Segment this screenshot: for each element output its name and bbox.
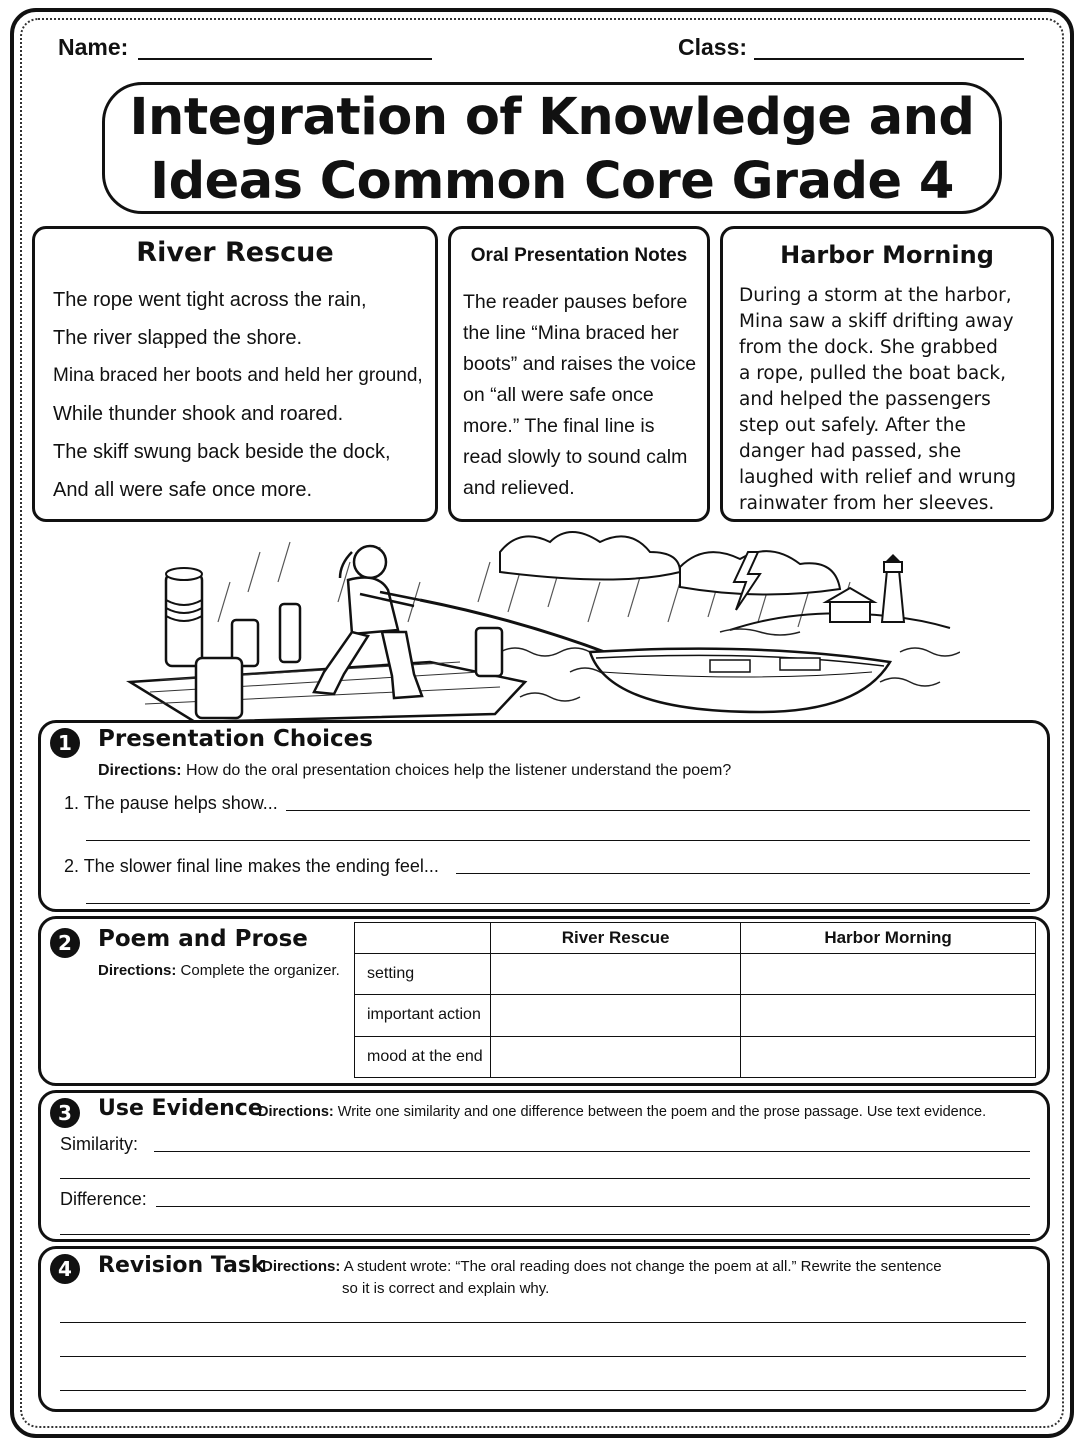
notes-card [448,226,710,522]
answer-line[interactable] [60,1322,1026,1323]
answer-line[interactable] [86,903,1030,904]
section-number-badge: 3 [50,1098,80,1128]
answer-line[interactable] [60,1390,1026,1391]
section-directions: Directions: How do the oral presentation choices help the listener understand the poem? [98,762,732,779]
section-number-badge: 4 [50,1254,80,1284]
answer-line[interactable] [156,1206,1030,1207]
poem-line: While thunder shook and roared. [53,403,344,425]
class-label: Class: [678,34,748,60]
section-title: Poem and Prose [98,926,308,952]
section-title: Presentation Choices [98,726,373,752]
answer-line[interactable] [456,873,1030,874]
comparison-organizer [354,922,1036,1078]
prose-text: During a storm at the harbor, Mina saw a skiff drifting away from the dock. She grabbed a rope, pulled the boat back, and helped the passengers step out safely. After the danger had passed, she laughed with relief and wrung rainwater from her sleeves. [739,285,1017,514]
difference-label: Difference: [60,1189,147,1209]
prose-title: Harbor Morning [780,241,994,269]
poem-line: The rope went tight across the rain, [53,289,367,311]
prose-card [720,226,1054,522]
section-directions: Directions: A student wrote: “The oral reading does not change the poem at all.” Rewrite the sentence [262,1258,942,1275]
section-title: Use Evidence [98,1096,263,1121]
organizer-corner [355,923,491,954]
poem-title: River Rescue [136,237,334,268]
answer-line[interactable] [86,840,1030,841]
answer-line[interactable] [286,810,1030,811]
poem-line: Mina braced her boots and held her ground, [53,365,423,386]
title-banner [102,82,1002,214]
organizer-row-label: important action [355,995,491,1036]
page-title-line-1: Integration of Knowledge and [129,88,975,147]
section-number-badge: 1 [50,728,80,758]
organizer-cell[interactable] [741,1036,1036,1077]
poem-line: The skiff swung back beside the dock, [53,441,391,463]
class-input-line[interactable] [754,58,1024,60]
section-directions: Directions: Complete the organizer. [98,962,340,979]
notes-text: The reader pauses before the line “Mina braced her boots” and raises the voice on “all were safe once more.” The final line is read slowly to sound calm and relieved. [463,291,697,499]
harbor-rescue-illustration [120,522,960,722]
answer-line[interactable] [60,1356,1026,1357]
notes-title: Oral Presentation Notes [470,245,688,266]
poem-card [32,226,438,522]
house-icon [830,600,870,622]
lighthouse-icon [882,570,904,622]
name-input-line[interactable] [138,58,432,60]
section-title: Revision Task [98,1253,266,1278]
organizer-row-label: mood at the end [355,1036,491,1077]
dock-post [476,628,502,676]
organizer-cell[interactable] [491,1036,741,1077]
section-number-badge: 2 [50,928,80,958]
organizer-cell[interactable] [491,995,741,1036]
organizer-column-header: Harbor Morning [741,923,1036,954]
poem-line: And all were safe once more. [53,479,313,501]
answer-line[interactable] [60,1178,1030,1179]
organizer-cell[interactable] [491,954,741,995]
question-1-label: 1. The pause helps show... [64,793,278,813]
section-directions-continued: so it is correct and explain why. [342,1280,550,1297]
organizer-cell[interactable] [741,954,1036,995]
similarity-label: Similarity: [60,1134,139,1154]
organizer-cell[interactable] [741,995,1036,1036]
organizer-row-label: setting [355,954,491,995]
answer-line[interactable] [154,1151,1030,1152]
page-title-line-2: Ideas Common Core Grade 4 [150,152,954,211]
question-2-label: 2. The slower final line makes the ending feel... [64,856,439,876]
poem-text [53,281,423,509]
dock-post [196,658,242,718]
poem-line: The river slapped the shore. [53,327,303,349]
answer-line[interactable] [60,1234,1030,1235]
rope-icon [420,600,610,654]
skiff-icon [590,649,890,712]
section-directions: Directions: Write one similarity and one difference between the poem and the prose passage. Use text evidence. [258,1104,987,1120]
cloud-icon [500,532,680,580]
organizer-column-header: River Rescue [491,923,741,954]
cloud-icon [680,551,840,594]
name-label: Name: [58,34,129,60]
dock-post [280,604,300,662]
